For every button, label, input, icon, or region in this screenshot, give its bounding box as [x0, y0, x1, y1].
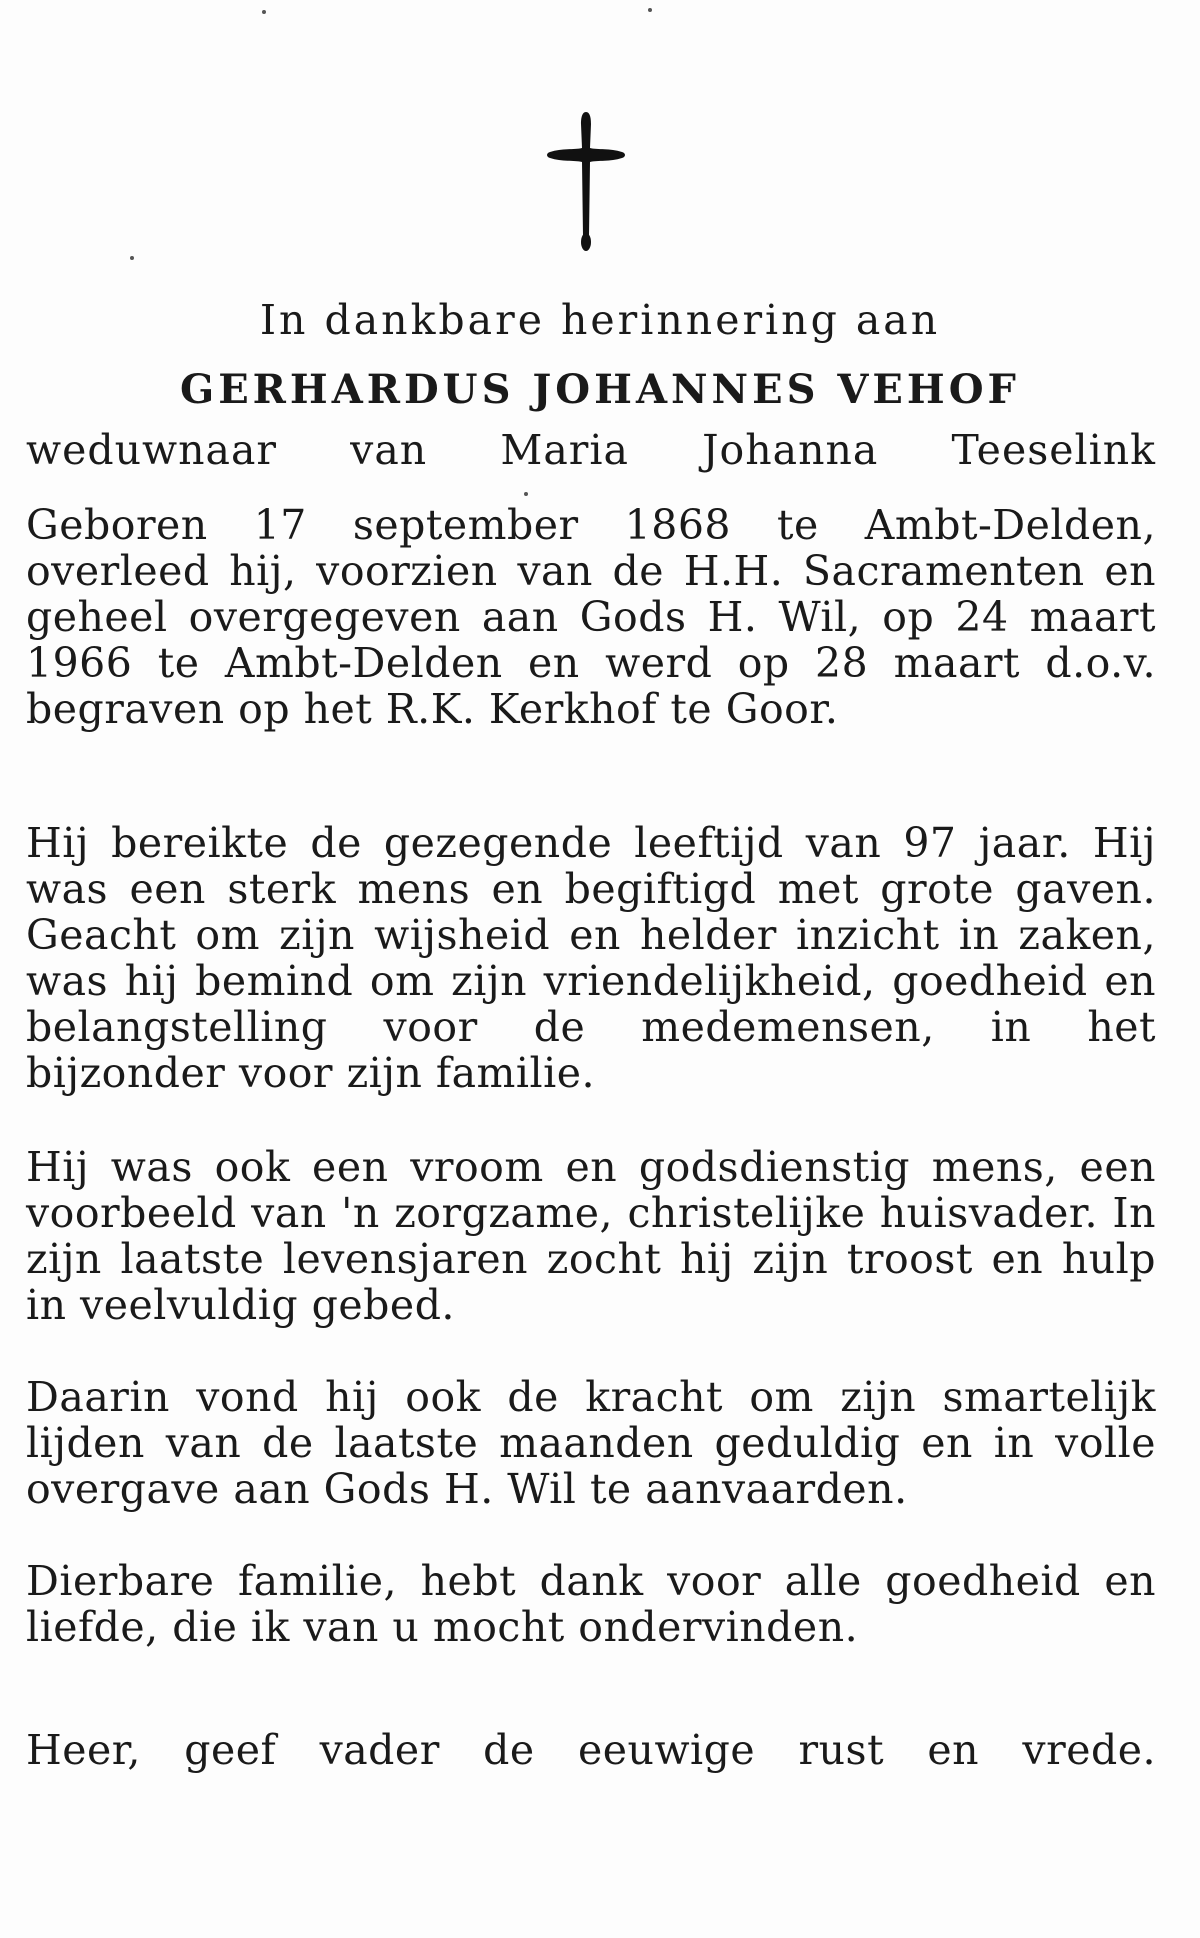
paragraph-birth-death: Geboren 17 september 1868 te Ambt-Delden, overleed hij, voorzien van de H.H. Sacramenten en geheel overgegeven aan Gods H. Wil, op 24 maart 1966 te Ambt-Delden en werd op 28 maart d.o.v. begraven op het R.K. Kerkhof te Goor.: [26, 501, 1156, 733]
print-speck: [648, 8, 652, 12]
widow-line: weduwnaar van Maria Johanna Teeselink: [26, 426, 1156, 474]
intro-line: In dankbare herinnering aan: [259, 296, 941, 344]
latin-cross-icon: [536, 108, 636, 258]
print-speck: [130, 256, 134, 260]
deceased-name: GERHARDUS JOHANNES VEHOF: [180, 366, 1020, 413]
paragraph-family: Dierbare familie, hebt dank voor alle goedheid en liefde, die ik van u mocht ondervinden.: [26, 1557, 1156, 1651]
paragraph-faith: Hij was ook een vroom en godsdienstig mens, een voorbeeld van 'n zorgzame, christelijke huisvader. In zijn laatste levensjaren zocht hij zijn troost en hulp in veelvuldig gebed.: [26, 1143, 1156, 1329]
closing-prayer: Heer, geef vader de eeuwige rust en vrede.: [26, 1726, 1156, 1774]
print-speck: [524, 492, 528, 496]
paragraph-strength: Daarin vond hij ook de kracht om zijn smartelijk lijden van de laatste maanden geduldig en in volle overgave aan Gods H. Wil te aanvaarden.: [26, 1373, 1156, 1513]
paragraph-life: Hij bereikte de gezegende leeftijd van 97 jaar. Hij was een sterk mens en begiftigd met grote gaven. Geacht om zijn wijsheid en helder inzicht in zaken, was hij bemind om zijn vriendelijkheid, goedheid en belangstelling voor de medemensen, in het bijzonder voor zijn familie.: [26, 819, 1156, 1097]
print-speck: [262, 10, 266, 14]
